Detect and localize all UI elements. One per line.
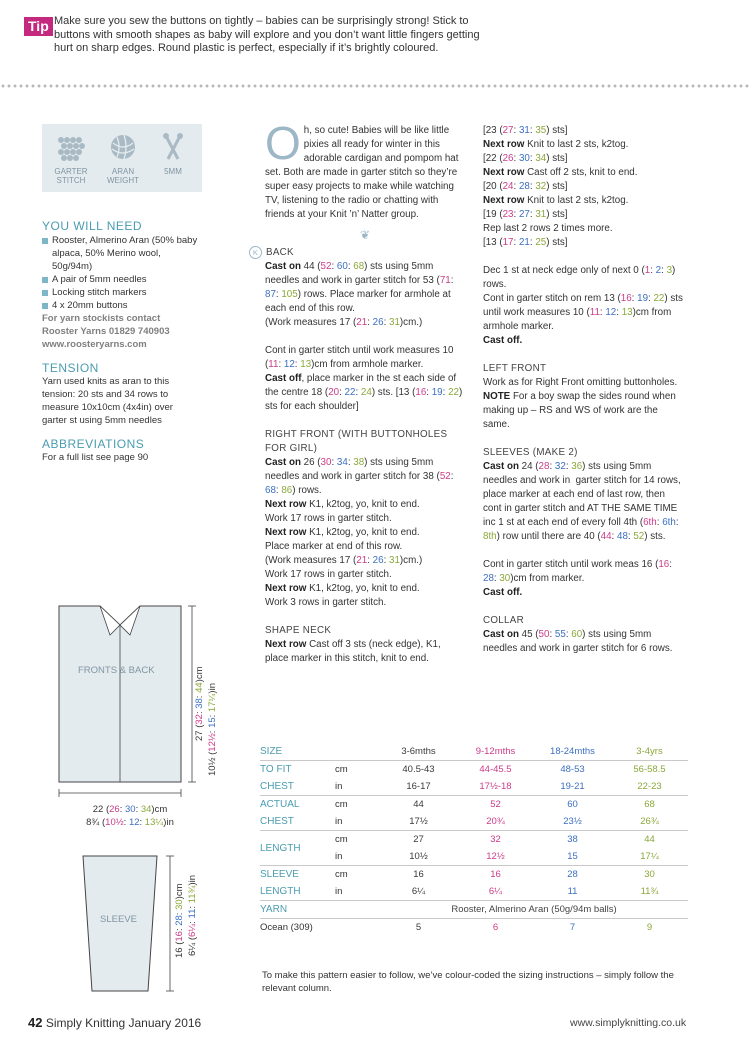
table-cell: 5 (380, 919, 457, 937)
tension-heading: TENSION (42, 361, 99, 375)
table-cell: 11¾ (640, 886, 659, 897)
body-width-label: 22 (26: 30: 34)cm 8¾ (10½: 12: 13¼)in (86, 804, 174, 828)
table-cell: 15 (567, 851, 578, 862)
table-cell: 44 (380, 796, 457, 814)
table-cell: 22-23 (637, 781, 662, 792)
garter-stitch-label: GARTER STITCH (54, 167, 88, 185)
body-height-in: 10½ (12½: 15: 17¼)in (207, 683, 218, 776)
size-col-1: 3-6mths (401, 746, 436, 757)
shade-row (260, 919, 688, 937)
table-cell: 38 (534, 831, 611, 849)
table-cell: 28 (534, 866, 611, 884)
right-column: [23 (27: 31: 35) sts] Next row Knit to last 2 sts, k2tog. [22 (26: 30: 34) sts] Next row Cast off 2 sts, knit to end. [20 (24: 28: 32) sts] Next row Knit to last 2 sts, k2tog. [19 (23: 27: 31) sts] Rep last 2 rows 2 times more. [13 (17: 21: 25) sts] Dec 1 st at neck edge only of next 0 (1: 2: 3) rows. Cont in garter stitch on rem 13 (16: 19: 22) sts until work measures 10 (11: 12: 13)cm from armhole marker. Cast off. LEFT FRONT Work as for Right Front omitting buttonholes. NOTE For a boy swap the sides round when making up – RS and WS of work are the same. SLEEVES (MAKE 2) Cast on 24 (28: 32: 36) sts using 5mm needles and work in garter stitch for 14 rows, place marker at each end of last row, then cont in garter stitch and AT THE SAME TIME inc 1 st at each end of every foll 4th (6th: 6th: 8th) row until there are 40 (44: 48: 52) sts. Cont in garter stitch until work meas 16 (16: 28: 30)cm from marker. Cast off. COLLAR Cast on 45 (50: 55: 60) sts using 5mm needles and work in garter stitch for 6 rows. (483, 125, 683, 654)
table-cell: 48-53 (534, 761, 611, 779)
table-cell: 52 (457, 796, 534, 814)
table-cell: 16-17 (406, 781, 431, 792)
needle-size-label: 5MM (164, 167, 182, 176)
table-cell: 44-45.5 (457, 761, 534, 779)
info-icons-box (42, 124, 202, 192)
table-cell: 68 (611, 796, 688, 814)
table-cell: 16 (380, 866, 457, 884)
page-footer (28, 1015, 201, 1030)
fronts-back-label: FRONTS & BACK (78, 665, 155, 676)
table-cell: 12½ (486, 851, 505, 862)
intro-paragraph (265, 117, 465, 222)
table-cell: 44 (611, 831, 688, 849)
table-cell: 10½ (409, 851, 428, 862)
table-cell: 11 (567, 886, 578, 897)
aran-weight-info (98, 132, 148, 185)
table-cell: 27 (380, 831, 457, 849)
website-url: www.simplyknitting.co.uk (570, 1017, 687, 1029)
middle-column: Oh, so cute! Babies will be like little pixies all ready for winter in this adorable cardigan and pompom hat set. Both are made in garter stitch so they’re super easy projects to make while watching TV, listening to the radio or chatting with friends at your Knit ’n’ Natter group. ❦ K BACK Cast on 44 (52: 60: 68) sts using 5mm needles and work in garter stitch for 53 (71: 87: 105) rows. Place marker for armhole at each end of this row. (Work measures 17 (21: 26: 31)cm.) Cont in garter stitch until work measures 10 (11: 12: 13)cm from armhole marker. Cast off, place marker in the st each side of the centre 18 (20: 22: 24) sts. [13 (16: 19: 22) sts for each shoulder] RIGHT FRONT (WITH BUTTONHOLES FOR GIRL) Cast on 26 (30: 34: 38) sts using 5mm needles and work in garter stitch for 38 (52: 68: 86) rows. Next row K1, k2tog, yo, knit to end. Work 17 rows in garter stitch. Next row K1, k2tog, yo, knit to end. Place marker at end of this row. (Work measures 17 (21: 26: 31)cm.) Work 17 rows in garter stitch. Next row K1, k2tog, yo, knit to end. Work 3 rows in garter stitch. SHAPE NECK Next row Cast off 3 sts (neck edge), K1, place marker in this stitch, knit to end. (265, 124, 465, 666)
sleeve-height-cm: 16 (16: 28: 30)cm (174, 883, 185, 958)
tension-text: Yarn used knits as aran to this tension: 20 sts and 34 rows to measure 10x10cm (4x4in) over garter st using 5mm needles (42, 376, 173, 426)
size-table (260, 743, 688, 936)
table-cell: 40.5-43 (380, 761, 457, 779)
table-cell: 30 (611, 866, 688, 884)
dotted-divider (0, 84, 750, 88)
list-item: Rooster, Almerino Aran (50% baby alpaca, 50% Merino wool, 50g/94m) (42, 234, 202, 273)
table-row (260, 796, 688, 814)
shade-name: Ocean (309) (260, 919, 380, 937)
list-item: A pair of 5mm needles (42, 273, 202, 286)
tip-text: Make sure you sew the buttons on tightly – babies can be surprisingly strong! Stick to buttons with smooth shapes as baby will explore and you don’t want little fingers getting hurt on sharp edges. Round plastic is perfect, especially if it’s brightly coloured. (54, 15, 480, 54)
size-col-3: 18-24mths (550, 746, 595, 757)
table-cell: 7 (534, 919, 611, 937)
row-label: CHEST (260, 781, 294, 792)
table-cell: 19-21 (560, 781, 585, 792)
stockists-line-1: For yarn stockists contact (42, 313, 161, 324)
sleeves-heading: SLEEVES (MAKE 2) (483, 447, 578, 458)
table-row (260, 831, 688, 849)
size-col-2: 9-12mths (475, 746, 516, 757)
unit-label: cm (335, 761, 380, 779)
yarn-label: YARN (260, 901, 335, 919)
divider-ornament: ❦ (359, 228, 371, 242)
yarn-row (260, 901, 688, 919)
right-front-heading: RIGHT FRONT (WITH BUTTONHOLES FOR GIRL) (265, 429, 448, 454)
row-label: LENGTH (260, 886, 301, 897)
row-label: TO FIT (260, 761, 335, 779)
table-cell: 20¾ (486, 816, 505, 827)
unit-label: cm (335, 796, 380, 814)
garter-stitch-info (46, 132, 96, 185)
unit-label: cm (335, 831, 380, 849)
unit-label: cm (335, 866, 380, 884)
unit-label: in (335, 851, 343, 862)
row-label: SLEEVE (260, 866, 335, 884)
table-cell: 17½ (409, 816, 428, 827)
table-cell: 56-58.5 (611, 761, 688, 779)
shape-neck-heading: SHAPE NECK (265, 625, 332, 636)
back-heading: K BACK (265, 246, 465, 260)
collar-heading: COLLAR (483, 615, 525, 626)
body-height-cm: 27 (32: 38: 44)cm (194, 666, 205, 741)
table-cell: 23½ (563, 816, 582, 827)
you-will-need-heading: YOU WILL NEED (42, 219, 143, 233)
row-label: ACTUAL (260, 796, 335, 814)
magazine-name: Simply Knitting January 2016 (45, 1016, 202, 1030)
note-paragraph: NOTE For a boy swap the sides round when making up – RS and WS of work are the same. (483, 391, 676, 430)
row-label: LENGTH (260, 831, 335, 866)
size-label: SIZE (260, 746, 283, 757)
stockists-url: www.roosteryarns.com (42, 339, 147, 350)
table-row (260, 813, 688, 831)
table-row (260, 778, 688, 796)
table-cell: 16 (457, 866, 534, 884)
left-front-heading: LEFT FRONT (483, 363, 547, 374)
unit-label: in (335, 886, 343, 897)
table-cell: 9 (611, 919, 688, 937)
left-front-text: Work as for Right Front omitting buttonholes. (483, 377, 678, 388)
unit-label: in (335, 816, 343, 827)
garter-stitch-icon (56, 132, 86, 162)
knit-badge-icon: K (249, 246, 262, 259)
table-row (260, 761, 688, 779)
table-cell: 6¼ (411, 886, 426, 897)
table-cell: 32 (457, 831, 534, 849)
table-cell: 6 (457, 919, 534, 937)
yarn-name: Rooster, Almerino Aran (50g/94m balls) (380, 901, 688, 919)
table-cell: 17¼ (640, 851, 659, 862)
unit-label: in (335, 781, 343, 792)
abbreviations-heading: ABBREVIATIONS (42, 437, 145, 451)
size-header-row (260, 743, 688, 761)
size-col-4: 3-4yrs (636, 746, 663, 757)
page-number: 42 (28, 1015, 43, 1030)
list-item: 4 x 20mm buttons (42, 299, 202, 312)
table-row (260, 866, 688, 884)
table-cell: 26¾ (640, 816, 659, 827)
yarn-ball-icon (108, 132, 138, 162)
needle-size-info (148, 132, 198, 176)
colour-code-note: To make this pattern easier to follow, we’ve colour-coded the sizing instructions – simply follow the relevant column. (262, 970, 674, 994)
left-sidebar (42, 220, 202, 464)
needles-icon (158, 132, 188, 162)
intro-text: h, so cute! Babies will be like little pixies all ready for winter in this adorable cardigan and pompom hat set. Both are made in garter stitch so they’re super easy projects to make while watching TV, listening to the radio or chatting with friends at your Knit ’n’ Natter group. (265, 125, 459, 220)
table-row (260, 883, 688, 901)
row-label: CHEST (260, 816, 294, 827)
stockists-line-2: Rooster Yarns 01829 740903 (42, 326, 170, 337)
table-cell: 17½-18 (479, 781, 512, 792)
sleeve-height-in: 6¼ (6¼: 11: 11¾)in (187, 874, 198, 956)
table-cell: 60 (534, 796, 611, 814)
abbreviations-text: For a full list see page 90 (42, 452, 149, 463)
sleeve-label: SLEEVE (100, 914, 137, 925)
aran-weight-label: ARAN WEIGHT (107, 167, 139, 185)
tip-badge: Tip (24, 17, 53, 36)
table-cell: 6¼ (488, 886, 503, 897)
intro-dropcap: O (265, 117, 301, 169)
list-item: Locking stitch markers (42, 286, 202, 299)
